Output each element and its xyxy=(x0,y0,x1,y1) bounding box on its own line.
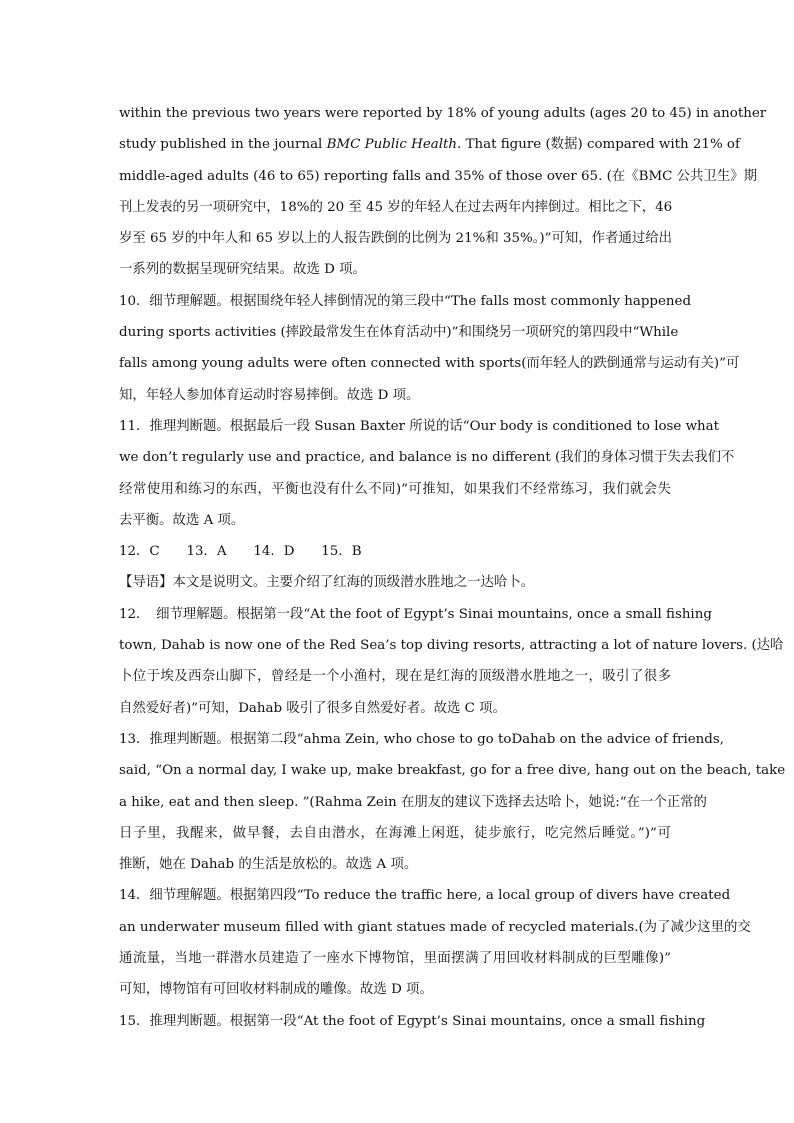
text-line-21: 13．推理判断题。根据第二段“ahma Zein, who chose to go toDahab on the advice of friends, xyxy=(119,731,724,747)
text-line-17: 12． 细节理解题。根据第一段“At the foot of Egypt’s Sinai mountains, once a small fishing xyxy=(119,606,712,622)
text-line-12: we don’t regularly use and practice, and balance is no different (我们的身体习惯于失去我们不 xyxy=(119,450,735,466)
guide-heading-line: 【导语】本文是说明文。主要介绍了红海的顶级潜水胜地之一达哈卜。 xyxy=(119,575,535,591)
text-line-18: town, Dahab is now one of the Red Sea’s top diving resorts, attracting a lot of nature lovers. (达哈 xyxy=(119,638,784,654)
text-line-23: a hike, eat and then sleep. ”(Rahma Zein 在朋友的建议下选择去达哈卜，她说:“在一个正常的 xyxy=(119,794,707,810)
text-line-4: 刊上发表的另一项研究中，18%的 20 至 45 岁的年轻人在过去两年内摔倒过。相比之下，46 xyxy=(119,199,673,215)
text-line-13: 经常使用和练习的东西，平衡也没有什么不同)”可推知，如果我们不经常练习，我们就会失 xyxy=(119,481,671,497)
text-line-24: 日子里，我醒来，做早餐，去自由潜水，在海滩上闲逛，徒步旅行，吃完然后睡觉。”)”可 xyxy=(119,825,671,841)
text-line-25: 推断，她在 Dahab 的生活是放松的。故选 A 项。 xyxy=(119,857,418,873)
text-line-7: 10．细节理解题。根据围绕年轻人摔倒情况的第三段中“The falls most commonly happened xyxy=(119,293,692,309)
text-line-2-end: That figure (数据) compared with 21% of xyxy=(461,137,740,153)
text-line-8: during sports activities (摔跤最常发生在体育活动中)”和围绕另一项研究的第四段中“While xyxy=(119,325,679,341)
text-line-11: 11．推理判断题。根据最后一段 Susan Baxter 所说的话“Our body is conditioned to lose what xyxy=(119,418,720,434)
text-line-19: 卜位于埃及西奈山脚下，曾经是一个小渔村，现在是红海的顶级潜水胜地之一，吸引了很多 xyxy=(119,669,671,685)
text-line-10: 知，年轻人参加体育运动时容易摔倒。故选 D 项。 xyxy=(119,387,420,403)
text-line-28: 通流量，当地一群潜水员建造了一座水下博物馆，里面摆满了用回收材料制成的巨型雕像)” xyxy=(119,951,671,967)
journal-name: BMC Public Health. xyxy=(326,137,462,153)
text-line-22: said, “On a normal day, I wake up, make breakfast, go for a free dive, hang out on the beach, take xyxy=(119,763,786,779)
answer-explanation-text xyxy=(119,98,786,1037)
text-line-3: middle-aged adults (46 to 65) reporting falls and 35% of those over 65. (在《BMC 公共卫生》期 xyxy=(119,168,757,184)
text-line-20: 自然爱好者)”可知，Dahab 吸引了很多自然爱好者。故选 C 项。 xyxy=(119,700,506,716)
text-line-29: 可知，博物馆有可回收材料制成的雕像。故选 D 项。 xyxy=(119,982,433,998)
text-line-27: an underwater museum filled with giant statues made of recycled materials.(为了减少这里的交 xyxy=(119,919,751,935)
text-line-1: within the previous two years were reported by 18% of young adults (ages 20 to 45) in another xyxy=(119,106,767,121)
text-line-6: 一系列的数据呈现研究结果。故选 D 项。 xyxy=(119,262,366,278)
text-line-2-start: study published in the journal xyxy=(119,137,327,153)
text-line-5: 岁至 65 岁的中年人和 65 岁以上的人报告跌倒的比例为 21%和 35%。)”可知，作者通过给出 xyxy=(119,231,673,247)
text-line-9: falls among young adults were often connected with sports(而年轻人的跌倒通常与运动有关)”可 xyxy=(119,356,740,372)
text-line-30: 15．推理判断题。根据第一段“At the foot of Egypt’s Sinai mountains, once a small fishing xyxy=(119,1013,706,1029)
answer-key-line: 12．C 13．A 14．D 15．B xyxy=(119,544,362,560)
text-line-14: 去平衡。故选 A 项。 xyxy=(119,512,245,528)
text-line-2 xyxy=(119,129,740,160)
text-line-26: 14．细节理解题。根据第四段“To reduce the traffic here, a local group of divers have created xyxy=(119,888,731,904)
